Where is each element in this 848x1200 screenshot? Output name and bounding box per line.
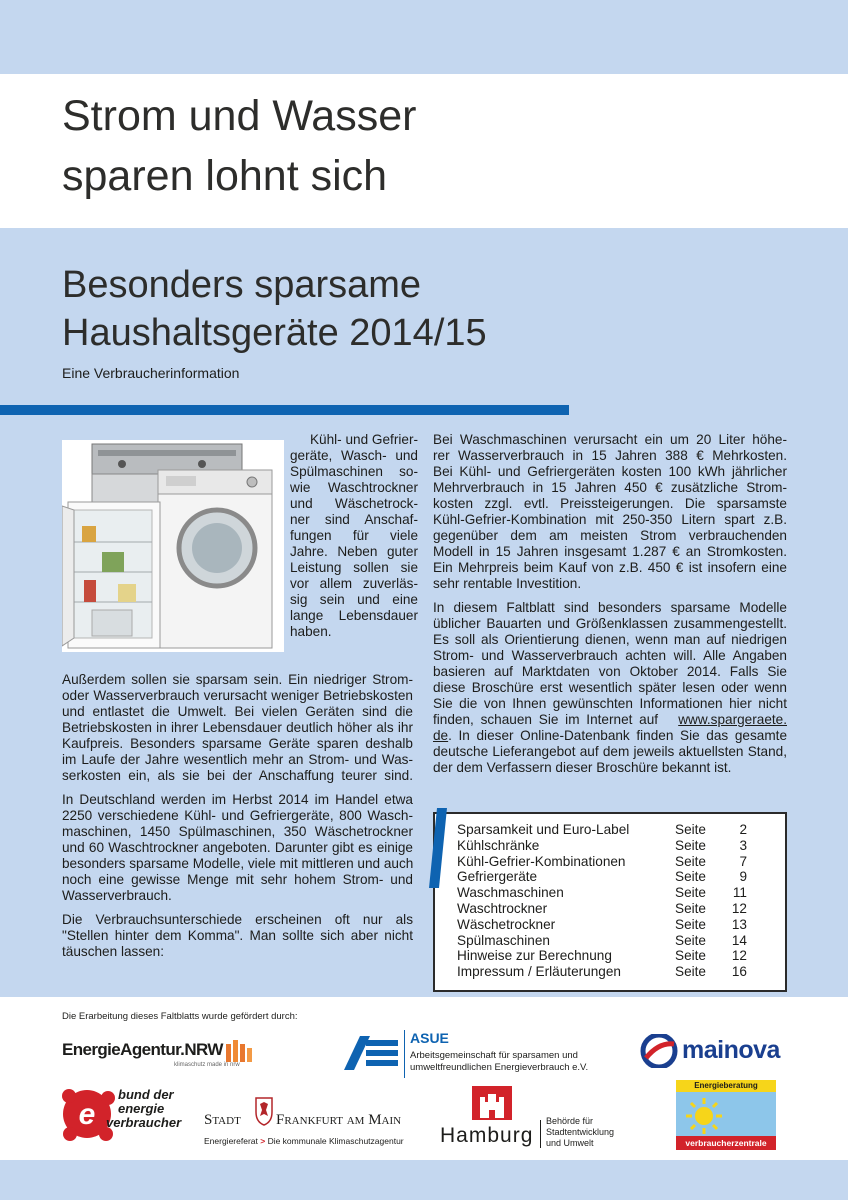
text-line: Kaufpreis. Besonders sparsame Geräte sparen deshalb [62, 736, 413, 751]
energieagentur-nrw: NRW [184, 1040, 223, 1059]
asue-line-1: Arbeitsgemeinschaft für sparsamen und [410, 1050, 578, 1061]
energieagentur-nrw-logo [62, 1036, 262, 1076]
toc-item-title: Kühlschränke [457, 837, 540, 853]
toc-item-seite-label: Seite [675, 916, 706, 932]
text-line: Die Verbrauchsunterschiede erscheinen oft nur als [62, 912, 413, 927]
bottom-band [0, 1160, 848, 1200]
sponsor-note: Die Erarbeitung dieses Faltblatts wurde gefördert durch: [62, 1011, 298, 1022]
svg-text:e: e [78, 1098, 96, 1131]
toc-item-title: Sparsamkeit und Euro-Label [457, 822, 630, 837]
left-column-text [62, 672, 413, 960]
verbraucherzentrale-logo [676, 1080, 776, 1150]
toc-item-page-number: 12 [731, 901, 747, 916]
toc-item-seite-label: Seite [675, 948, 706, 964]
toc-item-title: Hinweise zur Berechnung [457, 948, 612, 964]
vz-bottom-label: verbraucherzentrale [685, 1138, 767, 1148]
toc-item[interactable] [433, 822, 787, 838]
text-line: Es soll als Orientierung dienen, wenn man auf niedrigen [433, 632, 787, 647]
subtitle-line-1: Besonders sparsame [62, 264, 422, 306]
text-line: gegenüber dem am meisten Strom verbrauchenden [433, 528, 787, 543]
text-line: Spülmaschinen so- [290, 464, 418, 479]
text-line: ner sind Anschaf- [290, 512, 418, 527]
text-line: Leistung sollen sie [290, 560, 418, 575]
text-line: sig sein und eine [290, 592, 418, 607]
subtitle-line-2: Haushaltsgeräte 2014/15 [62, 312, 487, 354]
toc-item[interactable] [433, 948, 787, 964]
text-line: und 60 Waschtrockner angeboten. Darunter gibt es einige [62, 840, 413, 855]
toc-item-title: Kühl-Gefrier-Kombinationen [457, 853, 626, 869]
toc-item-page-number: 16 [731, 964, 747, 980]
toc-item-seite-label: Seite [675, 837, 706, 853]
hamburg-logo [440, 1086, 650, 1152]
accent-bar [0, 405, 569, 415]
mainova-name: mainova [682, 1036, 780, 1064]
right-column-text [433, 432, 787, 776]
page-title-line-1: Strom und Wasser [62, 92, 417, 140]
text-line: besonders sparsame Modelle, viele mit mittleren und auch [62, 856, 414, 871]
energieagentur-mark-icon [224, 1036, 254, 1064]
bund-line-2: energie [118, 1101, 165, 1116]
text-line: serkosten ein, als sie bei der Anschaffung teurer sind. [62, 768, 413, 783]
toc-item[interactable] [433, 838, 787, 854]
toc-item[interactable] [433, 885, 787, 901]
text-line: diese Broschüre erst wesentlich später lesen oder wenn [433, 680, 787, 695]
page-title-line-2: sparen lohnt sich [62, 152, 388, 200]
frankfurt-stadt: Stadt [204, 1112, 241, 1128]
frankfurt-eagle-icon [254, 1096, 274, 1126]
toc-item-page-number: 3 [739, 837, 747, 853]
text-line: In Deutschland werden im Herbst 2014 im Handel etwa [62, 792, 413, 807]
toc-item-seite-label: Seite [675, 869, 706, 885]
text-line: fungen für viele [290, 528, 418, 543]
text-line: im Laufe der Jahre wesentlich mehr an Strom- und Was- [62, 752, 413, 767]
energieagentur-name: EnergieAgentur. [62, 1040, 185, 1059]
toc-item-page-number: 14 [731, 932, 747, 948]
text-line: 2250 verschiedene Kühl- und Gefriergeräte, 800 Wasch- [62, 808, 413, 823]
text-line: basieren auf Marktdaten von Oktober 2014. Falls Sie [433, 664, 787, 679]
household-appliances-photo [62, 440, 284, 652]
toc-item[interactable] [433, 964, 787, 980]
frankfurt-claim-b: Die kommunale Klimaschutzagentur [265, 1136, 404, 1146]
toc-item-title: Wäschetrockner [457, 916, 556, 932]
bund-mark-icon [60, 1084, 118, 1144]
text-line: sehr rentable Investition. [433, 576, 582, 591]
toc-item-seite-label: Seite [675, 901, 706, 916]
hamburg-castle-icon [472, 1086, 512, 1120]
text-line: lange Lebensdauer [290, 608, 418, 623]
toc-item[interactable] [433, 933, 787, 949]
text-line: Außerdem sollen sie sparsam sein. Ein niedriger Strom- [62, 672, 413, 687]
asue-mark-icon [344, 1036, 400, 1070]
toc-item-title: Impressum / Erläuterungen [457, 964, 621, 980]
text-line: noch eine gewisse Menge mit sehr hohem Strom- und [62, 872, 413, 887]
toc-item-seite-label: Seite [675, 885, 706, 901]
text-line-tail: . In dieser Online-Datenbank finden Sie das gesamte [448, 728, 787, 743]
toc-item-page-number: 2 [739, 822, 747, 837]
toc-item-seite-label: Seite [675, 822, 706, 837]
text-line: Modell in 15 Jahren insgesamt 1.287 € an Stromkosten. [433, 544, 787, 559]
text-line: der dem Verfassern dieser Broschüre bekannt ist. [433, 760, 732, 775]
text-line: wie Waschtrockner [290, 480, 418, 495]
text-line: Bei Kühl- und Gefriergeräten kosten 100 kWh jährlicher [433, 464, 787, 479]
text-line [433, 712, 787, 728]
spargeraete-link-continued[interactable]: de [433, 728, 449, 743]
text-line: Kühl- und Gefrier- [309, 432, 418, 447]
text-line: vor allem zuverläs- [290, 576, 418, 591]
text-line: rer Wasserverbrauch in 15 Jahren 388 € Mehrkosten. [433, 448, 787, 463]
toc-item[interactable] [433, 854, 787, 870]
text-line: haben. [290, 624, 332, 639]
toc-item-seite-label: Seite [675, 853, 706, 869]
frankfurt-claim [204, 1136, 404, 1146]
intro-text [290, 432, 418, 640]
text-line: oder Wasserverbrauch verursacht weniger Betriebskosten [62, 688, 413, 703]
bund-line-1: bund der [118, 1087, 174, 1102]
asue-name: ASUE [410, 1030, 449, 1046]
text-line: Jahre. Neben guter [290, 544, 418, 559]
link-prefix: finden, schauen Sie im Internet auf [433, 712, 665, 727]
hamburg-name: Hamburg [440, 1124, 534, 1147]
text-line [433, 728, 787, 744]
text-line: deutsche Lieferangebot auf dem jeweils aktuellsten Stand, [433, 744, 787, 759]
text-line: Kühl-Gefrier-Kombination mit 250-350 Litern spart z.B. [433, 512, 787, 527]
vz-top-label: Energieberatung [694, 1081, 758, 1090]
text-line: und Wäschetrock- [290, 496, 418, 511]
toc-item-title: Waschtrockner [457, 901, 548, 916]
toc-item[interactable] [433, 869, 787, 885]
text-line: Strom- und Wasserverbrauch achten will. Alle Angaben [433, 648, 787, 663]
hamburg-line-2: Stadtentwicklung [546, 1127, 615, 1137]
text-line: geräte, Wasch- und [290, 448, 418, 463]
frankfurt-name: Frankfurt am Main [276, 1112, 402, 1128]
text-line: Ein Mehrpreis beim Kauf von z.B. 450 € ist insofern eine [433, 560, 787, 575]
toc-item-title: Waschmaschinen [457, 885, 564, 901]
text-line: Wasserverbrauch. [62, 888, 172, 903]
toc-item-page-number: 12 [731, 948, 747, 964]
text-line: Bei Waschmaschinen verursacht ein um 20 Liter höhe- [433, 432, 787, 447]
frankfurt-arrow-icon: > [257, 1136, 266, 1146]
asue-line-2: umweltfreundlichen Energieverbrauch e.V. [410, 1062, 589, 1073]
text-line: kosten zzgl. evtl. Preissteigerungen. Die sparsamste [433, 496, 787, 511]
frankfurt-logo [204, 1096, 426, 1152]
toc-item[interactable] [433, 917, 787, 933]
spargeraete-link[interactable]: www.spargeraete. [678, 712, 787, 727]
toc-item-page-number: 13 [731, 916, 747, 932]
mainova-mark-icon [640, 1034, 678, 1068]
text-line: und entlastet die Umwelt. Bei vielen Geräten sind die [62, 704, 413, 719]
energieagentur-claim: klimaschutz made in nrw [174, 1062, 240, 1068]
bund-line-3: verbraucher [106, 1115, 182, 1130]
toc-item[interactable] [433, 901, 787, 917]
asue-logo [344, 1030, 604, 1078]
tagline: Eine Verbraucherinformation [62, 365, 240, 381]
hamburg-line-3: und Umwelt [546, 1138, 594, 1148]
text-line: täuschen lassen: [62, 944, 165, 959]
toc-item-seite-label: Seite [675, 964, 706, 980]
hamburg-line-1: Behörde für [546, 1116, 594, 1126]
hamburg-divider [540, 1120, 541, 1148]
text-line: Betriebskosten in ihrer Lebensdauer deutlich höher als ihr [62, 720, 413, 735]
bund-der-energieverbraucher-logo [60, 1082, 190, 1150]
toc-item-page-number: 7 [739, 853, 747, 869]
text-line: üblicher Bauarten und Größenklassen zusammengestellt. [433, 616, 787, 631]
mainova-logo [640, 1032, 790, 1072]
text-line: In diesem Faltblatt sind besonders sparsame Modelle [433, 600, 787, 615]
asue-divider [404, 1030, 405, 1078]
text-line: maschinen, 1450 Spülmaschinen, 350 Wäschetrockner [62, 824, 413, 839]
toc-item-page-number: 9 [739, 869, 747, 885]
toc-item-seite-label: Seite [675, 932, 706, 948]
toc-item-page-number: 11 [732, 885, 747, 901]
toc-item-title: Spülmaschinen [457, 932, 550, 948]
text-line: Mehrverbrauch in 15 Jahren 450 € zusätzliche Strom- [433, 480, 787, 495]
text-line: "Stellen hinter dem Komma". Man sollte sich aber nicht [62, 928, 413, 943]
text-line: Sie die von Ihnen gewünschten Informationen hier nicht [433, 696, 787, 711]
toc-item-title: Gefriergeräte [457, 869, 538, 885]
frankfurt-claim-a: Energiereferat [204, 1136, 258, 1146]
toc-list [433, 822, 787, 986]
